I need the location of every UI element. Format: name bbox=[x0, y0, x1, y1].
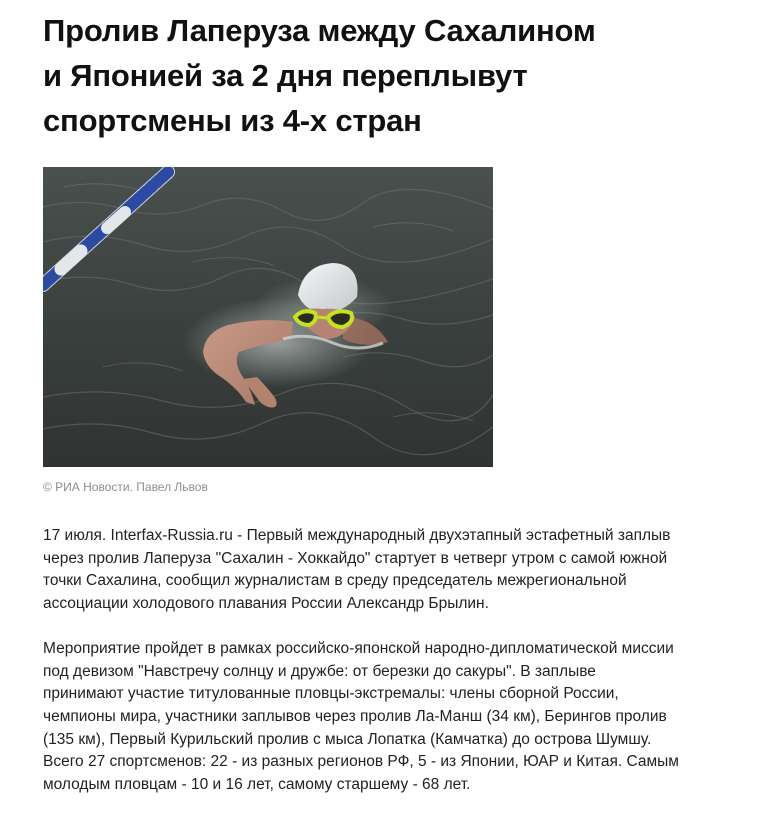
article-date: 17 июля. bbox=[43, 527, 111, 544]
paragraph-1-line-4: ассоциации холодового плавания России Александр Брылин. bbox=[43, 595, 489, 613]
paragraph-2-line-1: Мероприятие пройдет в рамках российско-японской народно-дипломатической миссии bbox=[43, 639, 674, 657]
article-paragraph-2 bbox=[43, 638, 743, 797]
headline-line-2: и Японией за 2 дня переплывут bbox=[43, 58, 528, 93]
headline-line-1: Пролив Лаперуза между Сахалином bbox=[43, 13, 596, 48]
article-paragraph-1 bbox=[43, 525, 743, 616]
paragraph-1-line-2: через пролив Лаперуза "Сахалин - Хоккайдо" стартует в четверг утром с самой южной bbox=[43, 549, 668, 567]
article bbox=[43, 0, 743, 794]
paragraph-2-line-3: принимают участие титулованные пловцы-экстремалы: члены сборной России, bbox=[43, 685, 619, 703]
paragraph-1-line-1: - Первый международный двухэтапный эстафетный заплыв bbox=[232, 527, 671, 544]
headline-line-3: спортсмены из 4-х стран bbox=[43, 103, 422, 138]
article-body bbox=[43, 525, 743, 819]
article-headline bbox=[43, 0, 743, 143]
photo-credit: © РИА Новости. Павел Львов bbox=[43, 480, 208, 494]
article-photo bbox=[43, 167, 493, 467]
paragraph-2-line-4: чемпионы мира, участники заплывов через пролив Ла-Манш (34 км), Берингов пролив bbox=[43, 707, 667, 725]
source-link[interactable]: Interfax-Russia.ru bbox=[110, 527, 233, 544]
swimmer-photo-illustration bbox=[43, 167, 493, 467]
paragraph-2-line-5: (135 км), Первый Курильский пролив с мыса Лопатка (Камчатка) до острова Шумшу. bbox=[43, 730, 652, 748]
paragraph-2-line-2: под девизом "Навстречу солнцу и дружбе: от березки до сакуры". В заплыве bbox=[43, 662, 596, 680]
paragraph-2-line-7: молодым пловцам - 10 и 16 лет, самому старшему - 68 лет. bbox=[43, 776, 471, 794]
paragraph-1-line-3: точки Сахалина, сообщил журналистам в среду председатель межрегиональной bbox=[43, 572, 627, 590]
paragraph-2-line-6: Всего 27 спортсменов: 22 - из разных регионов РФ, 5 - из Японии, ЮАР и Китая. Самым bbox=[43, 753, 679, 771]
